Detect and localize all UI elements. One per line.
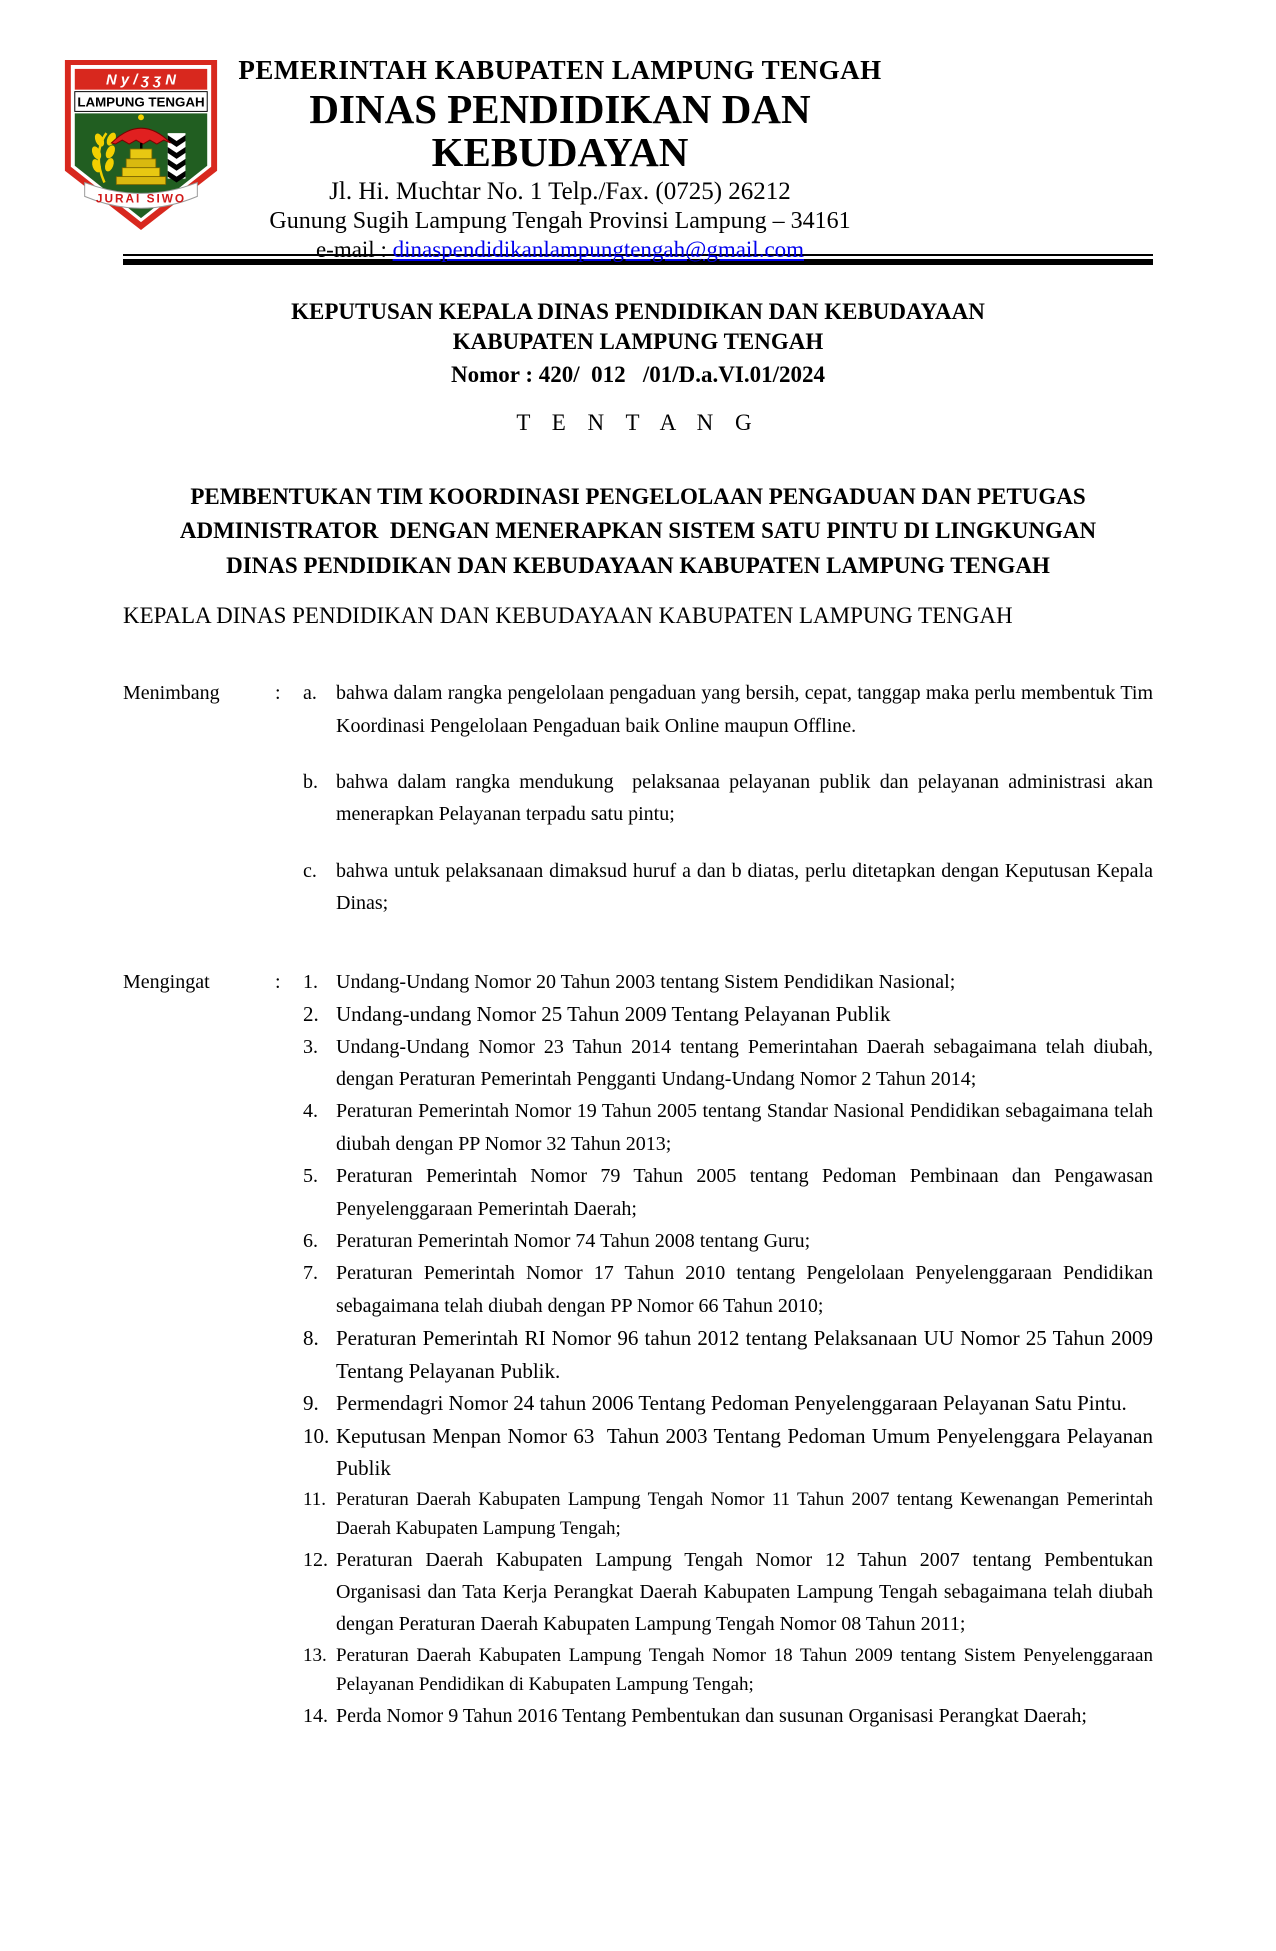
item-text: Perda Nomor 9 Tahun 2016 Tentang Pembentukan dan susunan Organisasi Perangkat Daerah; — [336, 1704, 1087, 1727]
item-marker: 13. — [303, 1644, 327, 1666]
decree-heading-line-1: KEPUTUSAN KEPALA DINAS PENDIDIKAN DAN KEBUDAYAAN — [291, 299, 985, 324]
recalling-item — [303, 1031, 1153, 1096]
item-text: Peraturan Pemerintah RI Nomor 96 tahun 2012 tentang Pelaksanaan UU Nomor 25 Tahun 2009 Tentang Pelayanan Publik. — [336, 1326, 1153, 1383]
decree-title-line-1: PEMBENTUKAN TIM KOORDINASI PENGELOLAAN PENGADUAN DAN PETUGAS — [190, 483, 1086, 509]
item-marker: 8. — [303, 1326, 319, 1351]
item-marker: 9. — [303, 1391, 319, 1416]
item-marker: 1. — [303, 970, 318, 993]
item-text: Peraturan Pemerintah Nomor 17 Tahun 2010 tentang Pengelolaan Penyelenggaraan Pendidikan sebagaimana telah diubah dengan PP Nomor 66 Tahun 2010; — [336, 1262, 1153, 1317]
government-name: PEMERINTAH KABUPATEN LAMPUNG TENGAH — [238, 55, 882, 85]
item-text: Peraturan Daerah Kabupaten Lampung Tengah Nomor 18 Tahun 2009 tentang Sistem Penyelenggaraan Pelayanan Pendidikan di Kabupaten Lampung Tengah; — [336, 1644, 1153, 1696]
considering-item — [303, 677, 1153, 742]
recalling-item — [303, 1225, 1153, 1257]
item-marker: 3. — [303, 1035, 318, 1058]
recalling-item — [303, 966, 1153, 998]
decree-issuer: KEPALA DINAS PENDIDIKAN DAN KEBUDAYAAN KABUPATEN LAMPUNG TENGAH — [123, 603, 1013, 629]
recalling-item — [303, 1160, 1153, 1225]
seal-cloth-icon — [168, 133, 186, 182]
item-text: bahwa dalam rangka pengelolaan pengaduan yang bersih, cepat, tanggap maka perlu membentuk Tim Koordinasi Pengelolaan Pengaduan baik Online maupun Offline. — [336, 682, 1153, 737]
address-line-1: Jl. Hi. Muchtar No. 1 Telp./Fax. (0725) 26212 — [329, 178, 791, 206]
item-text: Peraturan Daerah Kabupaten Lampung Tengah Nomor 11 Tahun 2007 tentang Kewenangan Pemerintah Daerah Kabupaten Lampung Tengah; — [336, 1488, 1153, 1540]
considering-item — [303, 766, 1158, 831]
address-line-2: Gunung Sugih Lampung Tengah Provinsi Lampung – 34161 — [269, 208, 851, 235]
lampung-tengah-seal-logo — [57, 55, 225, 235]
email-label: e-mail : — [315, 237, 393, 263]
recalling-label: Mengingat — [123, 970, 210, 993]
item-marker: 11. — [303, 1488, 327, 1510]
recalling-items — [303, 966, 1159, 1733]
item-text: Permendagri Nomor 24 tahun 2006 Tentang Pedoman Penyelenggaraan Pelayanan Satu Pintu. — [336, 1391, 1127, 1416]
item-marker: 14. — [303, 1704, 328, 1727]
letterhead-text — [180, 55, 940, 263]
recalling-item — [303, 1544, 1153, 1641]
recalling-item — [303, 1420, 1159, 1485]
item-text: Peraturan Pemerintah Nomor 79 Tahun 2005 tentang Pedoman Pembinaan dan Pengawasan Penyelenggaraan Pemerintah Daerah; — [336, 1165, 1153, 1220]
email-line — [180, 237, 940, 263]
item-marker: 4. — [303, 1100, 318, 1123]
item-text: Undang-Undang Nomor 20 Tahun 2003 tentang Sistem Pendidikan Nasional; — [336, 970, 956, 993]
recalling-item — [303, 1485, 1153, 1544]
item-text: Keputusan Menpan Nomor 63 Tahun 2003 Tentang Pedoman Umum Penyelenggara Pelayanan Publik — [336, 1423, 1159, 1481]
decree-title — [0, 480, 1276, 584]
decree-title-line-3: DINAS PENDIDIKAN DAN KEBUDAYAAN KABUPATEN LAMPUNG TENGAH — [226, 552, 1050, 578]
recalling-item — [303, 1387, 1153, 1420]
item-marker: 12. — [303, 1548, 328, 1571]
considering-items — [303, 677, 1158, 919]
recalling-item — [303, 1700, 1153, 1732]
email-link[interactable]: dinaspendidikanlampungtengah@gmail.com — [392, 237, 805, 263]
item-marker: c. — [303, 859, 317, 882]
item-text: Undang-Undang Nomor 23 Tahun 2014 tentang Pemerintahan Daerah sebagaimana telah diubah, dengan Peraturan Pemerintah Pengganti Undang-Undang Nomor 2 Tahun 2014; — [336, 1035, 1153, 1090]
recalling-item — [303, 1641, 1153, 1700]
item-marker: 6. — [303, 1229, 318, 1252]
item-marker: a. — [303, 682, 317, 705]
recalling-item — [303, 1322, 1153, 1387]
decree-title-line-2: ADMINISTRATOR DENGAN MENERAPKAN SISTEM SATU PINTU DI LINGKUNGAN — [179, 518, 1097, 544]
recalling-section — [0, 966, 1276, 1733]
item-marker: 10. — [303, 1423, 330, 1448]
seal-region-label: LAMPUNG TENGAH — [77, 94, 205, 110]
item-text: bahwa untuk pelaksanaan dimaksud huruf a dan b diatas, perlu ditetapkan dengan Keputusan Kepala Dinas; — [336, 859, 1153, 915]
considering-section — [0, 677, 1276, 919]
item-text: Peraturan Pemerintah Nomor 19 Tahun 2005 tentang Standar Nasional Pendidikan sebagaimana telah diubah dengan PP Nomor 32 Tahun 2013; — [336, 1100, 1153, 1155]
decree-heading-line-2: KABUPATEN LAMPUNG TENGAH — [452, 328, 824, 354]
letterhead — [0, 0, 1276, 263]
recalling-colon: : — [275, 970, 281, 993]
item-marker: 2. — [303, 1002, 319, 1027]
considering-item — [303, 855, 1153, 920]
item-marker: 7. — [303, 1262, 318, 1285]
recalling-item — [303, 1257, 1153, 1322]
item-text: bahwa dalam rangka mendukung pelaksanaa pelayanan publik dan pelayanan administrasi akan menerapkan Pelayanan terpadu satu pintu; — [336, 771, 1158, 826]
seal-script-band: N y / ʒ ʒ N — [106, 72, 176, 89]
item-marker: b. — [303, 771, 318, 794]
recalling-item — [303, 1095, 1153, 1160]
item-marker: 5. — [303, 1165, 318, 1188]
item-text: Peraturan Pemerintah Nomor 74 Tahun 2008 tentang Guru; — [336, 1229, 811, 1252]
considering-colon: : — [275, 682, 281, 705]
item-text: Undang-undang Nomor 25 Tahun 2009 Tentang Pelayanan Publik — [336, 1002, 891, 1027]
decree-number: Nomor : 420/ 012 /01/D.a.VI.01/2024 — [451, 361, 825, 387]
agency-name: DINAS PENDIDIKAN DAN KEBUDAYAN — [309, 86, 811, 176]
item-text: Peraturan Daerah Kabupaten Lampung Tengah Nomor 12 Tahun 2007 tentang Pembentukan Organisasi dan Tata Kerja Perangkat Daerah Kabupaten Lampung Tengah sebagaimana telah diubah dengan Peraturan Daerah Kabupaten Lampung Tengah Nomor 08 Tahun 2011; — [336, 1548, 1153, 1636]
decree-heading — [0, 297, 1276, 629]
about-label: T E N T A N G — [516, 409, 760, 435]
recalling-item — [303, 998, 1153, 1031]
considering-label: Menimbang — [123, 682, 220, 705]
seal-motto: JURAI SIWO — [95, 191, 187, 206]
